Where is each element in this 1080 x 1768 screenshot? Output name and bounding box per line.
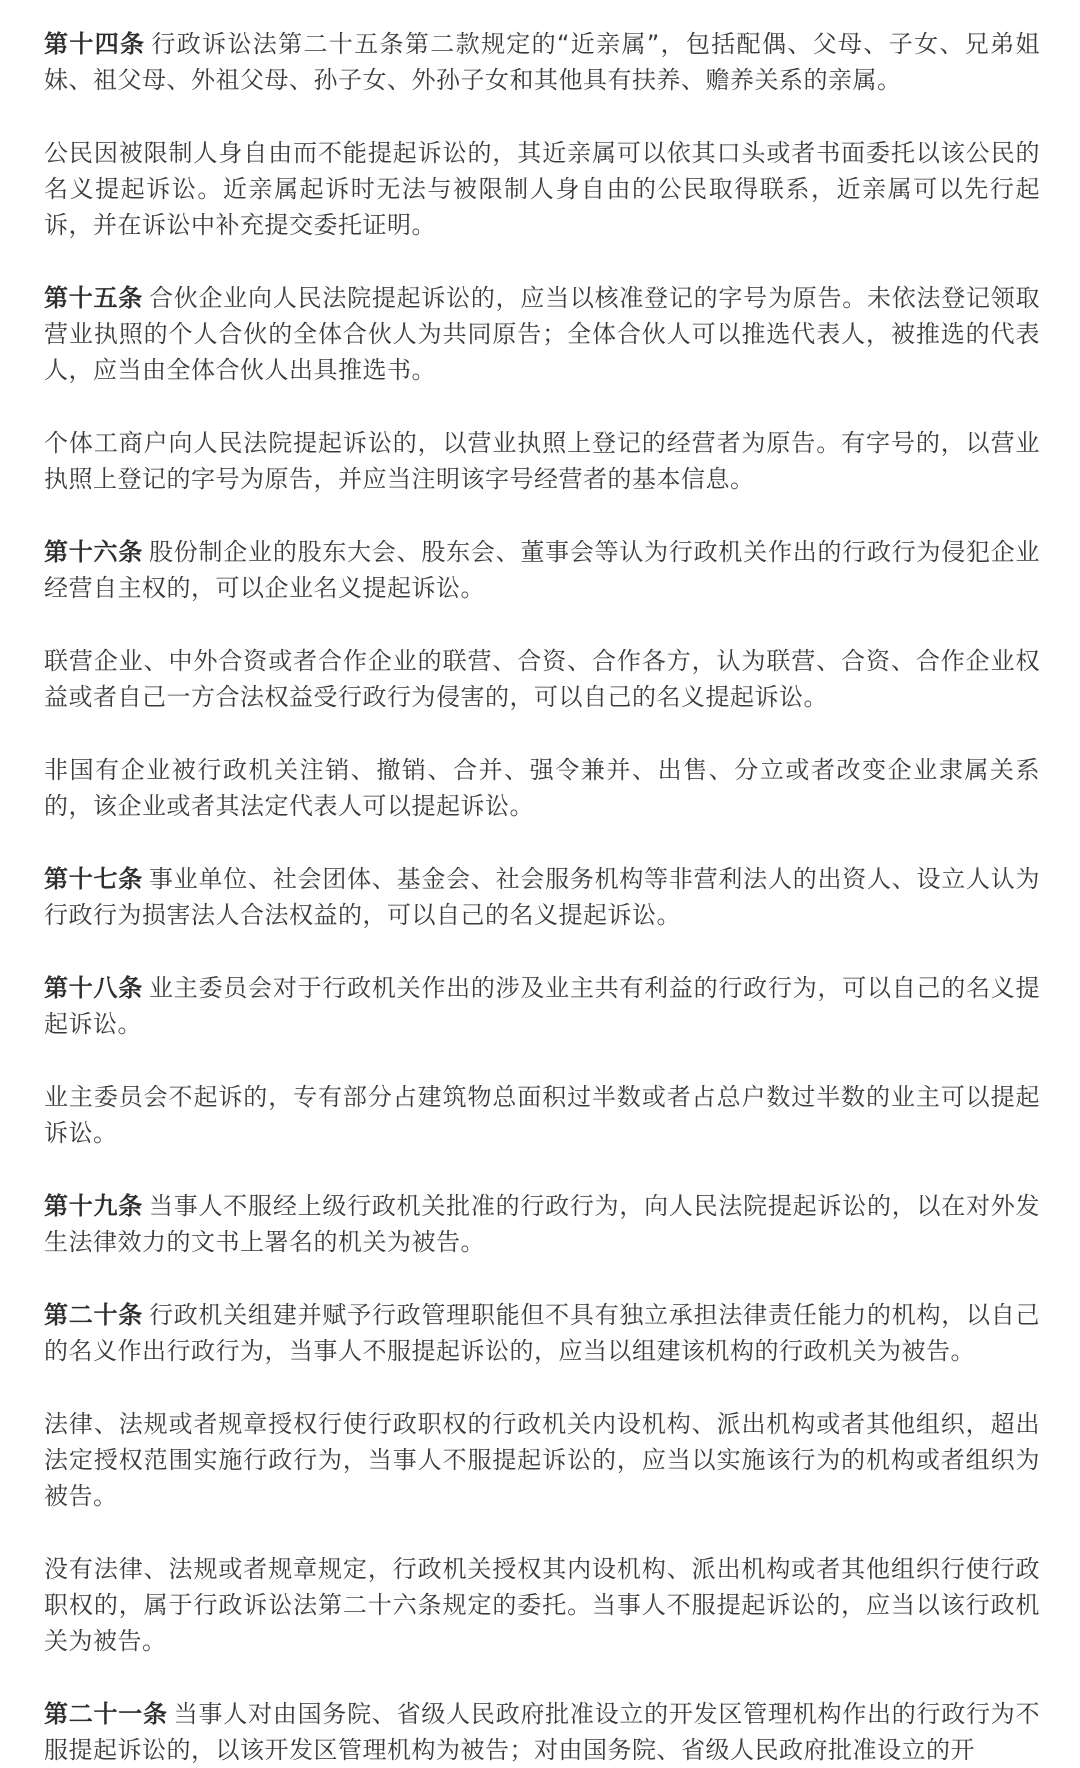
paragraph-article-20-clause-3 [44,1551,1040,1659]
paragraph-article-14 [44,26,1040,98]
paragraph-text: 事业单位、社会团体、基金会、社会服务机构等非营利法人的出资人、设立人认为行政行为损害法人合法权益的，可以自己的名义提起诉讼。 [44,865,1041,929]
paragraph-text: 公民因被限制人身自由而不能提起诉讼的，其近亲属可以依其口头或者书面委托以该公民的名义提起诉讼。近亲属起诉时无法与被限制人身自由的公民取得联系，近亲属可以先行起诉，并在诉讼中补充提交委托证明。 [44,139,1040,239]
paragraph-article-14-clause-2 [44,135,1040,243]
paragraph-article-17 [44,861,1040,933]
article-heading: 第十四条 [44,30,146,58]
paragraph-text: 行政机关组建并赋予行政管理职能但不具有独立承担法律责任能力的机构，以自己的名义作出行政行为，当事人不服提起诉讼的，应当以组建该机构的行政机关为被告。 [44,1301,1041,1365]
paragraph-text: 当事人对由国务院、省级人民政府批准设立的开发区管理机构作出的行政行为不服提起诉讼的，以该开发区管理机构为被告；对由国务院、省级人民政府批准设立的开 [44,1700,1041,1764]
article-heading: 第十五条 [44,284,144,312]
paragraph-article-16-clause-2 [44,643,1040,715]
paragraph-text: 非国有企业被行政机关注销、撤销、合并、强令兼并、出售、分立或者改变企业隶属关系的，该企业或者其法定代表人可以提起诉讼。 [44,756,1040,820]
paragraph-text: 个体工商户向人民法院提起诉讼的，以营业执照上登记的经营者为原告。有字号的，以营业执照上登记的字号为原告，并应当注明该字号经营者的基本信息。 [44,429,1040,493]
paragraph-article-20-clause-2 [44,1406,1040,1514]
paragraph-article-18 [44,970,1040,1042]
paragraph-article-19 [44,1188,1040,1260]
paragraph-article-18-clause-2 [44,1079,1040,1151]
article-heading: 第十九条 [44,1192,144,1220]
paragraph-article-15-clause-2 [44,425,1040,497]
paragraph-article-16 [44,534,1040,606]
paragraph-article-15 [44,280,1040,388]
paragraph-text: 合伙企业向人民法院提起诉讼的，应当以核准登记的字号为原告。未依法登记领取营业执照的个人合伙的全体合伙人为共同原告；全体合伙人可以推选代表人，被推选的代表人，应当由全体合伙人出具推选书。 [44,284,1041,384]
paragraph-text: 没有法律、法规或者规章规定，行政机关授权其内设机构、派出机构或者其他组织行使行政职权的，属于行政诉讼法第二十六条规定的委托。当事人不服提起诉讼的，应当以该行政机关为被告。 [44,1555,1040,1655]
article-heading: 第十六条 [44,538,144,566]
paragraph-article-20 [44,1297,1040,1369]
paragraph-text: 业主委员会不起诉的，专有部分占建筑物总面积过半数或者占总户数过半数的业主可以提起诉讼。 [44,1083,1040,1147]
paragraph-text: 业主委员会对于行政机关作出的涉及业主共有利益的行政行为，可以自己的名义提起诉讼。 [44,974,1041,1038]
article-heading: 第十八条 [44,974,144,1002]
paragraph-text: 联营企业、中外合资或者合作企业的联营、合资、合作各方，认为联营、合资、合作企业权益或者自己一方合法权益受行政行为侵害的，可以自己的名义提起诉讼。 [44,647,1040,711]
paragraph-text: 股份制企业的股东大会、股东会、董事会等认为行政机关作出的行政行为侵犯企业经营自主权的，可以企业名义提起诉讼。 [44,538,1041,602]
paragraph-text: 行政诉讼法第二十五条第二款规定的“近亲属”，包括配偶、父母、子女、兄弟姐妹、祖父母、外祖父母、孙子女、外孙子女和其他具有扶养、赡养关系的亲属。 [44,30,1040,94]
paragraph-text: 法律、法规或者规章授权行使行政职权的行政机关内设机构、派出机构或者其他组织，超出法定授权范围实施行政行为，当事人不服提起诉讼的，应当以实施该行为的机构或者组织为被告。 [44,1410,1040,1510]
paragraph-text: 当事人不服经上级行政机关批准的行政行为，向人民法院提起诉讼的，以在对外发生法律效力的文书上署名的机关为被告。 [44,1192,1041,1256]
article-heading: 第二十一条 [44,1700,168,1728]
paragraph-article-21 [44,1696,1040,1768]
paragraph-article-16-clause-3 [44,752,1040,824]
article-heading: 第十七条 [44,865,144,893]
article-heading: 第二十条 [44,1301,144,1329]
